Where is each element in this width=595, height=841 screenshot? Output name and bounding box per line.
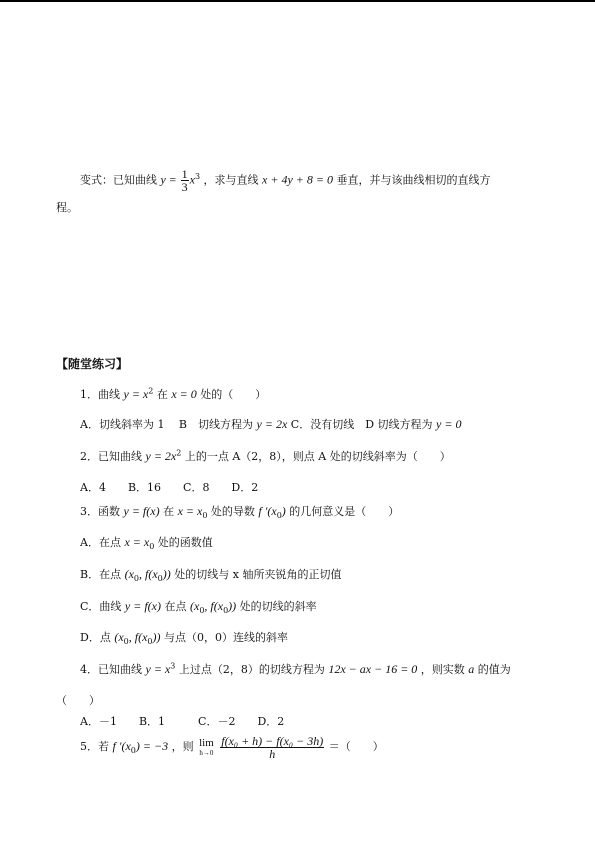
q1-opt-a: A．切线斜率为 1 B 切线方程为: [80, 418, 254, 431]
q3b-tail: 处的切线与 x 轴所夹锐角的正切值: [174, 568, 342, 581]
q3b-p3: )): [162, 567, 171, 581]
q5-denominator: h: [220, 747, 324, 760]
q3d-sub2: 0: [147, 637, 153, 647]
q3d-p1: (x: [114, 630, 124, 644]
variant-curve-exp: 3: [194, 171, 201, 181]
q5-deriv-val: ) = −3: [135, 739, 169, 753]
q4-end: 的值为: [477, 663, 511, 676]
q3-mid: 处的导数: [210, 505, 255, 518]
q3a-tail: 处的函数值: [157, 536, 213, 549]
q4-curve: y = x: [145, 662, 171, 676]
q3c-sub1: 0: [199, 606, 205, 616]
q1-num: 1．曲线: [80, 388, 120, 401]
variant-mid: ，求与直线: [203, 173, 259, 187]
q1-opt-b-eq: y = 2x: [256, 417, 288, 431]
top-rule: [0, 0, 595, 2]
q3-deriv: f ′(x: [258, 504, 277, 518]
q3-tail: 的几何意义是（ ）: [289, 505, 400, 518]
q4-num: 4．已知曲线: [80, 663, 142, 676]
q4-eq: 12x − ax − 16 = 0: [328, 662, 418, 676]
q5-deriv-sub: 0: [130, 746, 136, 756]
q3c-p3: )): [228, 599, 237, 613]
q5-deriv: f ′(x: [112, 739, 131, 753]
q3-point-sub: 0: [202, 511, 208, 521]
variant-equals: =: [169, 172, 177, 187]
q3d-p3: )): [152, 630, 161, 644]
q3b-sub2: 0: [157, 574, 163, 584]
variant-continued: 程。: [56, 201, 78, 214]
variant-fraction: [181, 168, 189, 193]
question-3-option-a: [80, 534, 213, 551]
q3-point: x = x: [177, 504, 203, 518]
q3-deriv-sub: 0: [276, 511, 282, 521]
q3d-pre: D．点: [80, 631, 111, 644]
q3c-pre: C．曲线: [80, 600, 122, 613]
q2-tail: 上的一点 A（2，8），则点 A 处的切线斜率为（ ）: [184, 450, 451, 463]
q5-limit: [199, 738, 214, 757]
variant-frac-num: 1: [181, 167, 188, 181]
q5-lim-sub: h→0: [199, 748, 214, 757]
q3a-pre: A．在点: [80, 536, 121, 549]
q3a-sub: 0: [149, 542, 155, 552]
variant-frac-den: 3: [181, 180, 188, 194]
question-3: [80, 503, 399, 520]
question-1-options: [80, 416, 461, 433]
q2-num: 2．已知曲线: [80, 450, 142, 463]
question-1: [80, 386, 266, 403]
q4-mid: 上过点（2，8）的切线方程为: [178, 663, 325, 676]
q1-point: x = 0: [171, 387, 197, 401]
q2-curve: y = 2x: [145, 449, 177, 463]
q4-var: a: [468, 662, 475, 676]
q1-tail: 处的（ ）: [200, 388, 267, 401]
q3d-sub1: 0: [123, 637, 129, 647]
q3d-p2: , f(x: [128, 630, 148, 644]
variant-prefix: 变式：已知曲线: [80, 173, 157, 187]
question-4-options: A．－1 B．1 C．－2 D．2: [80, 715, 285, 728]
q5-num: 5．若: [80, 740, 109, 753]
q1-curve-exp: 2: [148, 386, 154, 396]
q1-opt-d-eq: y = 0: [436, 417, 462, 431]
q3b-pre: B．在点: [80, 568, 122, 581]
variant-curve-var: x: [189, 172, 195, 187]
q3c-at: 在点: [164, 600, 187, 613]
q1-curve: y = x: [123, 387, 149, 401]
variant-curve-lhs: y: [160, 172, 166, 187]
q5-fraction: [220, 735, 324, 760]
question-5: [80, 734, 384, 760]
q3c-p1: (x: [190, 599, 200, 613]
q5-numerator: f(x₀ + h) − f(x₀ − 3h): [221, 733, 324, 748]
q3b-sub1: 0: [133, 574, 140, 584]
q3-num: 3．函数: [80, 505, 120, 518]
variant-suffix: 垂直，并与该曲线相切的直线方: [336, 173, 491, 187]
q3-func: y = f(x): [123, 504, 160, 518]
q3b-p1: (x: [124, 567, 134, 581]
q2-curve-exp: 2: [176, 448, 182, 458]
q5-lim-word: lim: [199, 736, 214, 749]
variant-problem-line: [80, 168, 490, 193]
q4-tail: ，则实数: [420, 663, 465, 676]
q1-at: 在: [156, 388, 168, 401]
question-4-continued: （ ）: [56, 694, 100, 707]
practice-heading: 【随堂练习】: [56, 357, 129, 371]
q3a-point: x = x: [124, 535, 150, 549]
q3c-p2: , f(x: [204, 599, 224, 613]
q1-opt-cd: C．没有切线 D 切线方程为: [290, 418, 433, 431]
q5-tail: ＝（ ）: [328, 740, 384, 753]
question-2-options: A．4 B．16 C．8 D．2: [80, 481, 259, 494]
q5-then: ，则: [171, 740, 194, 753]
q3-at: 在: [163, 505, 175, 518]
question-4: [80, 661, 511, 678]
q3b-p2: , f(x: [139, 567, 158, 581]
variant-line-eq: x + 4y + 8 = 0: [262, 172, 333, 187]
q3d-tail: 与点（0，0）连线的斜率: [164, 631, 288, 644]
question-3-option-d: [80, 629, 288, 646]
q3c-func: y = f(x): [124, 599, 161, 613]
q3c-tail: 处的切线的斜率: [239, 600, 317, 613]
question-3-option-b: [80, 566, 341, 583]
q4-curve-exp: 3: [170, 661, 176, 671]
question-2: [80, 448, 451, 465]
q3-deriv-close: ): [281, 504, 286, 518]
question-3-option-c: [80, 598, 317, 615]
q3c-sub2: 0: [223, 606, 229, 616]
